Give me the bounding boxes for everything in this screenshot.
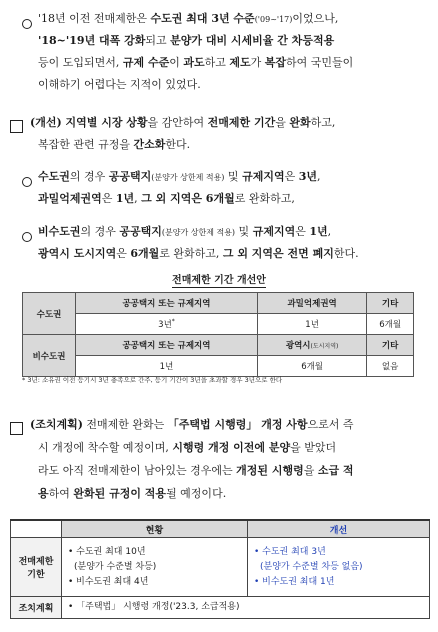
table-cell: 6개월	[367, 314, 414, 335]
bullet-circle-icon	[22, 227, 32, 246]
checkbox-square-icon	[10, 420, 23, 439]
text-run: 한다.	[333, 247, 359, 260]
text-run: 규제지역	[242, 170, 285, 183]
text-run: 하고,	[310, 116, 336, 129]
text-line	[38, 166, 320, 189]
text-run: 로 완화하고,	[234, 192, 295, 205]
column-header: 광역시(도시지역)	[257, 335, 366, 356]
text-run: 한다.	[165, 138, 191, 151]
text-run: (분양가 상한제 적용)	[151, 173, 225, 182]
text-run: 의 경우	[80, 225, 120, 238]
table-caption: 전매제한 기간 개선안	[172, 275, 266, 286]
table-cell: 6개월	[257, 356, 366, 377]
text-run: 공공택지	[119, 225, 162, 238]
text-run: 복잡한 관련 규정을	[38, 138, 134, 151]
text-run: 수도권 최대 3년 수준	[150, 12, 255, 25]
text-run: '18~'19년 대폭 강화	[38, 34, 146, 47]
text-run: 하고	[204, 56, 230, 69]
text-run: 가	[250, 56, 265, 69]
row-label-resale-limit: 전매제한 기한	[11, 538, 62, 597]
current-status-cell: • 수도권 최대 10년 (분양가 수준별 차등) • 비수도권 최대 4년	[62, 538, 248, 597]
column-header-current: 현황	[62, 520, 248, 538]
text-run: 되고	[145, 34, 171, 47]
text-run: 완화된 규정이 적용	[73, 487, 167, 500]
column-header: 과밀억제권역	[257, 293, 366, 314]
text-run: 은	[295, 225, 310, 238]
text-run: 이해하기 어렵다는 지적이 있었다.	[38, 78, 201, 91]
text-run: 6개월	[130, 247, 160, 260]
text-run: 그 외 지역은 전면 폐지	[222, 247, 334, 260]
text-run: 이었으나,	[292, 12, 339, 25]
text-run: 은	[101, 192, 116, 205]
empty-header-cell	[11, 520, 62, 538]
text-run: 과밀억제권역	[38, 192, 102, 205]
text-run: 을	[275, 116, 290, 129]
text-run: 「주택법 시행령」 개정 사항	[167, 418, 308, 431]
improvement-cell: • 수도권 최대 3년 (분양가 수준별 차등 없음) • 비수도권 최대 1년	[248, 538, 430, 597]
action-plan-cell: • 「주택법」 시행령 개정('23.3, 소급적용)	[62, 597, 430, 619]
text-run: '18년 이전 전매제한은	[38, 12, 151, 25]
text-run: (개선) 지역별 시장 상황	[30, 116, 148, 129]
text-run: 시 개정에 착수할 예정이며,	[38, 441, 173, 454]
text-run: 을	[303, 464, 318, 477]
text-line	[38, 460, 354, 482]
text-run: 개정된 시행령	[236, 464, 304, 477]
table-cell: 없음	[367, 356, 414, 377]
text-run: 을 감안하여	[147, 116, 208, 129]
bullet-circle-icon	[22, 172, 32, 191]
text-line	[38, 483, 226, 505]
table-cell: 1년	[76, 356, 258, 377]
text-line	[38, 30, 334, 52]
text-run: 수도권	[38, 170, 70, 183]
text-run: 이	[169, 56, 184, 69]
region-label-non-capital: 비수도권	[23, 335, 76, 377]
text-run: (조치계획)	[30, 418, 83, 431]
text-run: 간소화	[133, 138, 166, 151]
text-run: 전매제한 기간	[207, 116, 276, 129]
text-run: 으로서 즉	[307, 418, 354, 431]
text-run: 규제 수준	[122, 56, 170, 69]
footnote: * 3년: 소유권 이전 등기시 3년 충족으로 간주, 등기 기간이 3년을 초과할 경우 3년으로 한다	[22, 376, 283, 384]
text-run: 분양가 대비 시세비율 간 차등적용	[170, 34, 335, 47]
text-run: 하여	[48, 487, 74, 500]
text-run: 1년	[115, 192, 135, 205]
text-run: 제도	[229, 56, 251, 69]
text-run: 비수도권	[38, 225, 81, 238]
text-line	[38, 221, 331, 244]
text-run: 될 예정이다.	[166, 487, 227, 500]
text-line	[38, 74, 201, 96]
column-header: 기타	[367, 335, 414, 356]
table-cell: 1년	[257, 314, 366, 335]
region-label-capital: 수도권	[23, 293, 76, 335]
column-header: 공공택지 또는 규제지역	[76, 335, 258, 356]
text-run: 용	[38, 487, 49, 500]
text-run: 소급 적	[317, 464, 354, 477]
text-line	[38, 8, 338, 31]
text-run: 완화	[289, 116, 311, 129]
column-header: 공공택지 또는 규제지역	[76, 293, 258, 314]
text-line	[38, 134, 190, 156]
bullet-circle-icon	[22, 14, 32, 33]
summary-table	[10, 519, 430, 619]
text-run: 라도 아직 전매제한이 남아있는 경우에는	[38, 464, 237, 477]
text-run: 로 완화하고,	[159, 247, 223, 260]
column-header-improvement: 개선	[248, 520, 430, 538]
text-line	[30, 414, 354, 436]
text-run: 은	[284, 170, 299, 183]
text-run: ,	[134, 192, 142, 205]
checkbox-square-icon	[10, 118, 23, 137]
text-run: 3년	[298, 170, 317, 183]
text-run: 은	[116, 247, 131, 260]
text-run: ('09~'17)	[254, 15, 293, 24]
text-run: 규제지역	[252, 225, 296, 238]
text-run: 그 외 지역은 6개월	[141, 192, 235, 205]
text-run: 복잡	[264, 56, 287, 69]
text-run: 전매제한 완화는	[82, 418, 168, 431]
text-run: 등이 도입되면서,	[38, 56, 123, 69]
text-line	[38, 243, 359, 265]
text-run: ,	[316, 170, 321, 183]
text-run: 을 받았더	[290, 441, 337, 454]
text-line	[38, 437, 336, 459]
column-header: 기타	[367, 293, 414, 314]
row-label-action-plan: 조치계획	[11, 597, 62, 619]
text-run: ,	[327, 225, 332, 238]
text-run: 및	[224, 170, 243, 183]
text-run: 및	[235, 225, 253, 238]
text-line	[38, 52, 353, 74]
text-line	[30, 112, 335, 134]
text-run: 하여 국민들이	[286, 56, 354, 69]
text-run: 광역시 도시지역	[38, 247, 117, 260]
text-run: 의 경우	[69, 170, 109, 183]
text-line	[38, 188, 295, 210]
text-run: (분양가 상한제 적용)	[161, 228, 236, 237]
table-cell: 3년*	[76, 314, 258, 335]
text-run: 1년	[309, 225, 328, 238]
text-run: 시행령 개정 이전에 분양	[172, 441, 291, 454]
text-run: 공공택지	[108, 170, 152, 183]
text-run: 과도	[183, 56, 205, 69]
resale-limit-table	[22, 292, 414, 377]
